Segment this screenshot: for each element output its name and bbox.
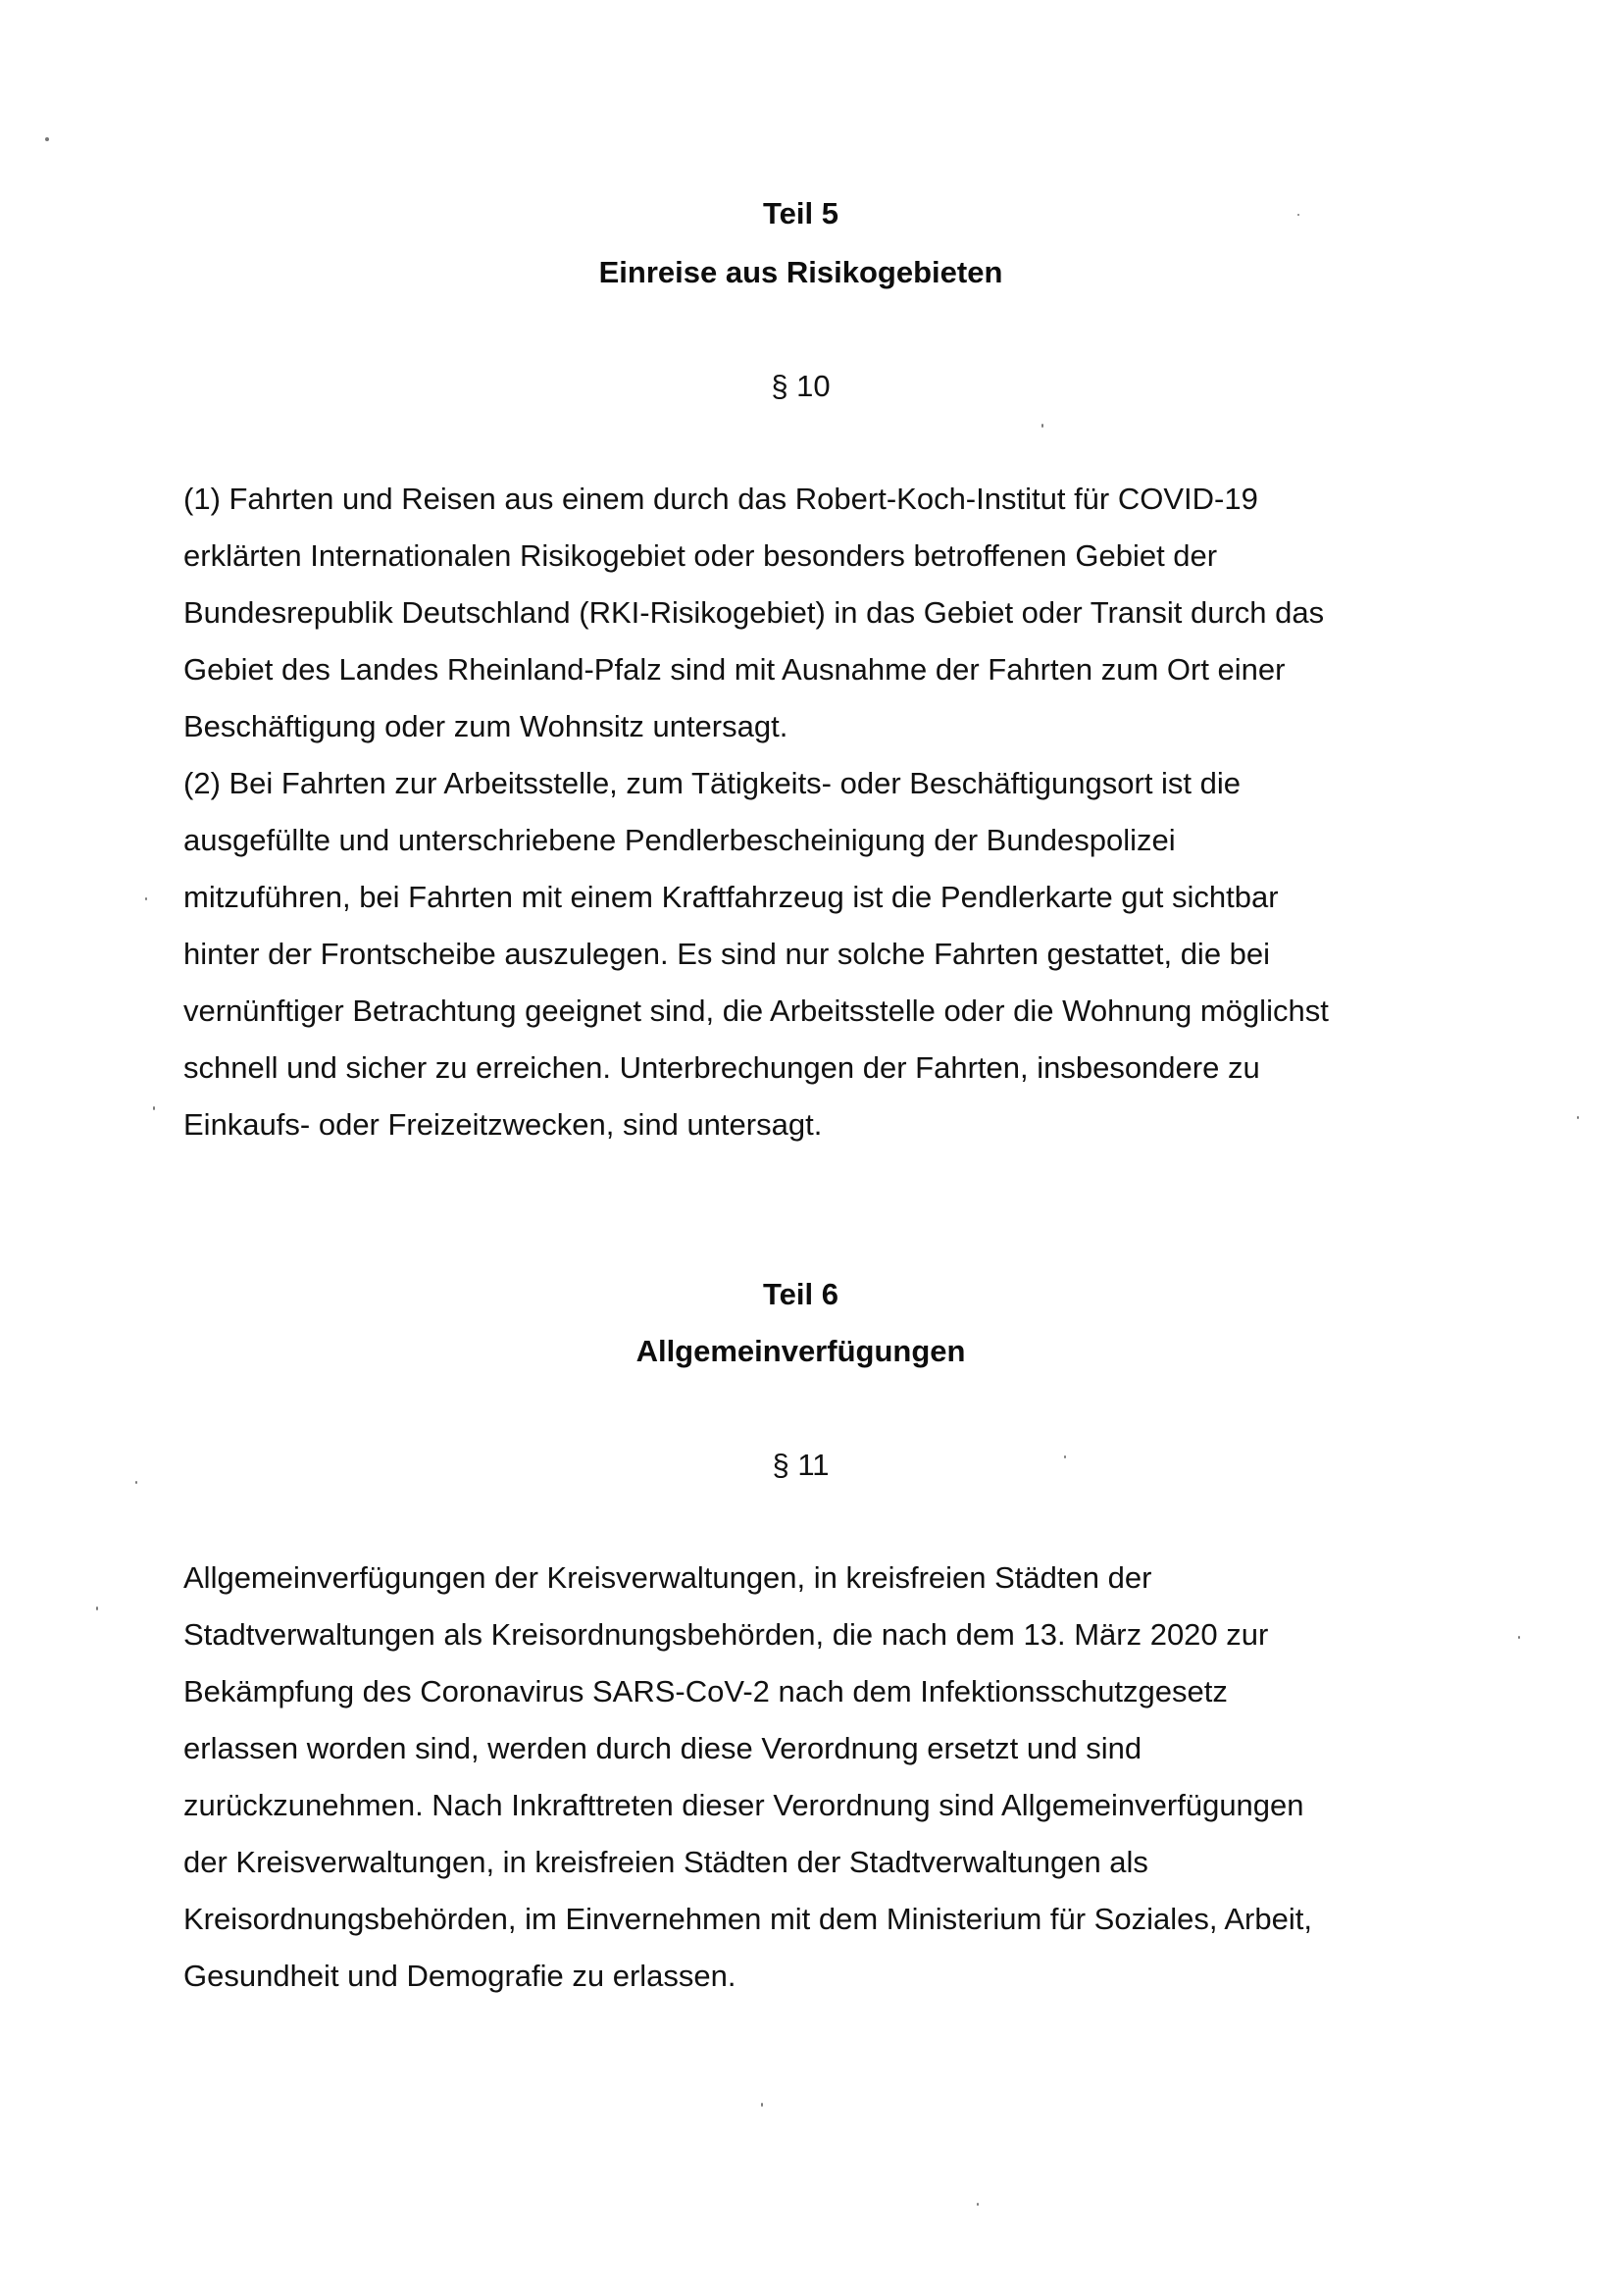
text-line: Allgemeinverfügungen der Kreisverwaltungen, in kreisfreien Städten der [183,1560,1152,1595]
text-line: Beschäftigung oder zum Wohnsitz untersagt. [183,709,788,743]
text-line: Stadtverwaltungen als Kreisordnungsbehörden, die nach dem 13. März 2020 zur [183,1617,1269,1652]
text-line: (2) Bei Fahrten zur Arbeitsstelle, zum Tätigkeits- oder Beschäftigungsort ist die [183,766,1242,800]
text-line: zurückzunehmen. Nach Inkrafttreten dieser Verordnung sind Allgemeinverfügungen [183,1788,1304,1822]
text-line: Einkaufs- oder Freizeitzwecken, sind untersagt. [183,1107,823,1142]
text-line: der Kreisverwaltungen, in kreisfreien Städten der Stadtverwaltungen als [183,1845,1148,1879]
scan-speck [45,137,49,141]
scan-speck [153,1106,155,1110]
text-line: Kreisordnungsbehörden, im Einvernehmen mit dem Ministerium für Soziales, Arbeit, [183,1902,1312,1936]
text-line: erlassen worden sind, werden durch diese Verordnung ersetzt und sind [183,1731,1142,1765]
text-line: erklärten Internationalen Risikogebiet oder besonders betroffenen Gebiet der [183,538,1218,573]
section-11-heading: § 11 [772,1448,830,1482]
text-line: schnell und sicher zu erreichen. Unterbrechungen der Fahrten, insbesondere zu [183,1050,1260,1085]
scan-speck [1518,1636,1520,1639]
section-10-body [183,471,1478,1153]
section-11-body [183,1550,1478,2005]
text-line: (1) Fahrten und Reisen aus einem durch das Robert-Koch-Institut für COVID-19 [183,482,1258,516]
text-line: Bundesrepublik Deutschland (RKI-Risikogebiet) in das Gebiet oder Transit durch das [183,595,1325,630]
part-6-title: Teil 6 [763,1277,838,1311]
text-line: hinter der Frontscheibe auszulegen. Es sind nur solche Fahrten gestattet, die bei [183,937,1271,971]
text-line: vernünftiger Betrachtung geeignet sind, die Arbeitsstelle oder die Wohnung möglichst [183,994,1329,1028]
part-5-title: Teil 5 [763,196,838,230]
text-line: Bekämpfung des Coronavirus SARS-CoV-2 nach dem Infektionsschutzgesetz [183,1674,1228,1708]
part-5-subtitle: Einreise aus Risikogebieten [598,255,1003,289]
scan-speck [96,1606,98,1610]
scan-speck [1041,424,1043,428]
scan-speck [977,2203,979,2206]
part-6-subtitle: Allgemeinverfügungen [635,1334,966,1368]
text-line: mitzuführen, bei Fahrten mit einem Kraftfahrzeug ist die Pendlerkarte gut sichtbar [183,880,1279,914]
section-10-heading: § 10 [771,369,831,403]
text-line: ausgefüllte und unterschriebene Pendlerbescheinigung der Bundespolizei [183,823,1176,857]
text-line: Gebiet des Landes Rheinland-Pfalz sind mit Ausnahme der Fahrten zum Ort einer [183,652,1286,687]
scan-speck [761,2103,763,2107]
scan-speck [145,897,147,900]
scan-speck [1577,1116,1579,1119]
text-line: Gesundheit und Demografie zu erlassen. [183,1959,736,1993]
